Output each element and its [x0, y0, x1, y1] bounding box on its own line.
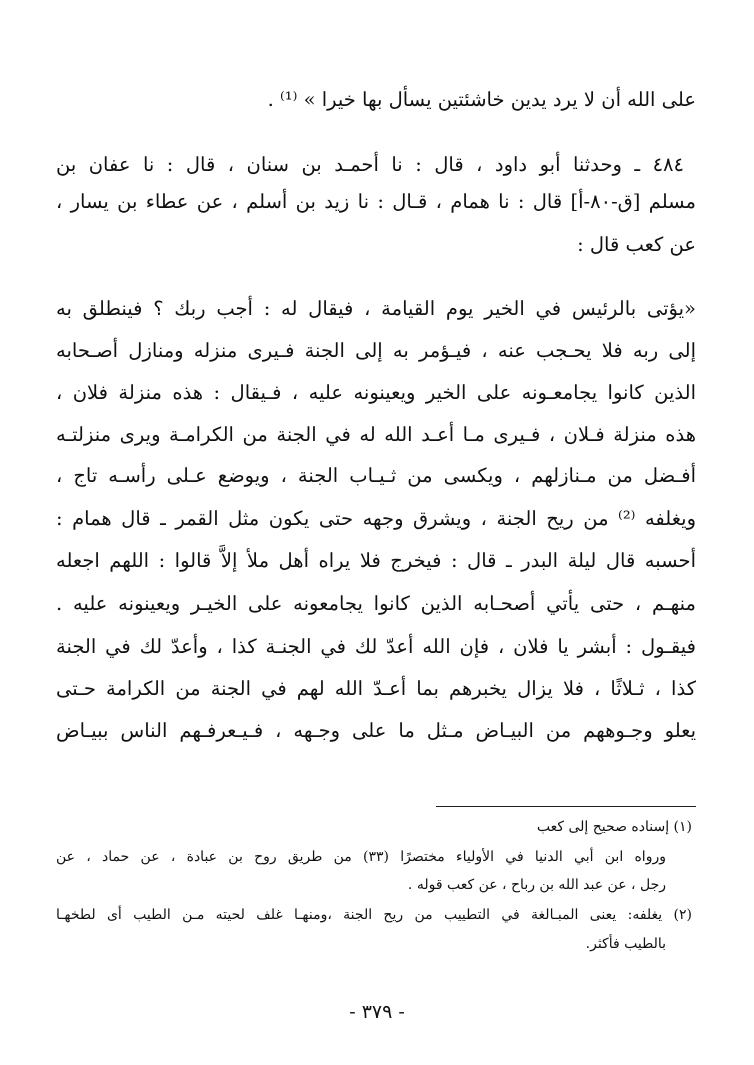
hadith-isnad-line-3: عن كعب قال : [577, 233, 696, 256]
page-number: - ٣٧٩ - [349, 1001, 405, 1023]
hadith-isnad-line-2: مسلم [ق-٨٠-أ] قال : نا همام ، قـال : نا زيد بن أسلم ، عن عطاء بن يسار ، [56, 190, 696, 213]
footnote-1-continuation: رجل ، عن عبد الله بن رباح ، عن كعب قوله . [407, 877, 666, 893]
footnote-separator [436, 806, 696, 807]
hadith-text-line: «يؤتى بالرئيس في الخير يوم القيامة ، فيقال له : أجب ربك ؟ فينطلق به [56, 297, 696, 320]
hadith-text-line: أحسبه قال ليلة البدر ـ قال : فيخرج فلا يراه أهل ملأ إلاَّ قالوا : اللهم اجعله [56, 549, 696, 572]
hadith-text-line: يعلو وجـوههم من البيـاض مـثل ما على وجـهه ، فـيـعرفـهم الناس ببيـاض [56, 719, 696, 742]
footnote-2-continuation: بالطيب فأكثر. [585, 936, 666, 952]
hadith-text-line: أفـضل من مـنازلهم ، ويكسى من ثـيـاب الجنة ، ويوضع عـلى رأسـه تاج ، [56, 464, 696, 487]
footnote-2: (٢) يغلفه: يعنى المبـالغة في التطييب من ريح الجنة ،ومنهـا غلف لحيته مـن الطيب أى لطخهـا [56, 907, 692, 923]
hadith-text-line: الذين كانوا يجامعـونه على الخير ويعينونه عليه ، فـيقال : هذه منزلة فلان ، [56, 381, 696, 404]
hadith-text-line: إلى ربه فلا يحـجب عنه ، فيـؤمر به إلى الجنة فـيرى منزله ومنازل أصـحابه [56, 339, 696, 362]
text-line-continuation: على الله أن لا يرد يدين خاشئتين يسأل بها خيرا » ⁽¹⁾ . [267, 88, 696, 111]
footnote-1: (١) إسناده صحيح إلى كعب [536, 819, 692, 835]
footnote-1-continuation: ورواه ابن أبي الدنيا في الأولياء مختصرًا (٣٣) من طريق روح بن عبادة ، عن حماد ، عن [56, 849, 666, 865]
hadith-text-line: منهـم ، حتى يأتي أصحـابه الذين كانوا يجامعونه على الخيـر ويعينونه عليه . [56, 592, 696, 615]
hadith-text-line: فيقـول : أبشر يا فلان ، فإن الله أعدّ لك في الجنـة كذا ، وأعدّ لك في الجنة [56, 635, 696, 658]
hadith-text-line: هذه منزلة فـلان ، فـيرى مـا أعـد الله له في الجنة من الكرامـة ويرى منزلتـه [56, 423, 696, 446]
hadith-isnad-line-1: ٤٨٤ ـ وحدثنا أبو داود ، قال : نا أحمـد بن سنان ، قال : نا عفان بن [56, 153, 684, 176]
hadith-text-line: ويغلفه ⁽²⁾ من ريح الجنة ، ويشرق وجهه حتى يكون مثل القمر ـ قال همام : [56, 507, 696, 530]
hadith-text-line: كذا ، ثـلاثًا ، فلا يزال يخبرهم بما أعـدّ الله لهم في الجنة من الكرامة حـتى [56, 677, 696, 700]
